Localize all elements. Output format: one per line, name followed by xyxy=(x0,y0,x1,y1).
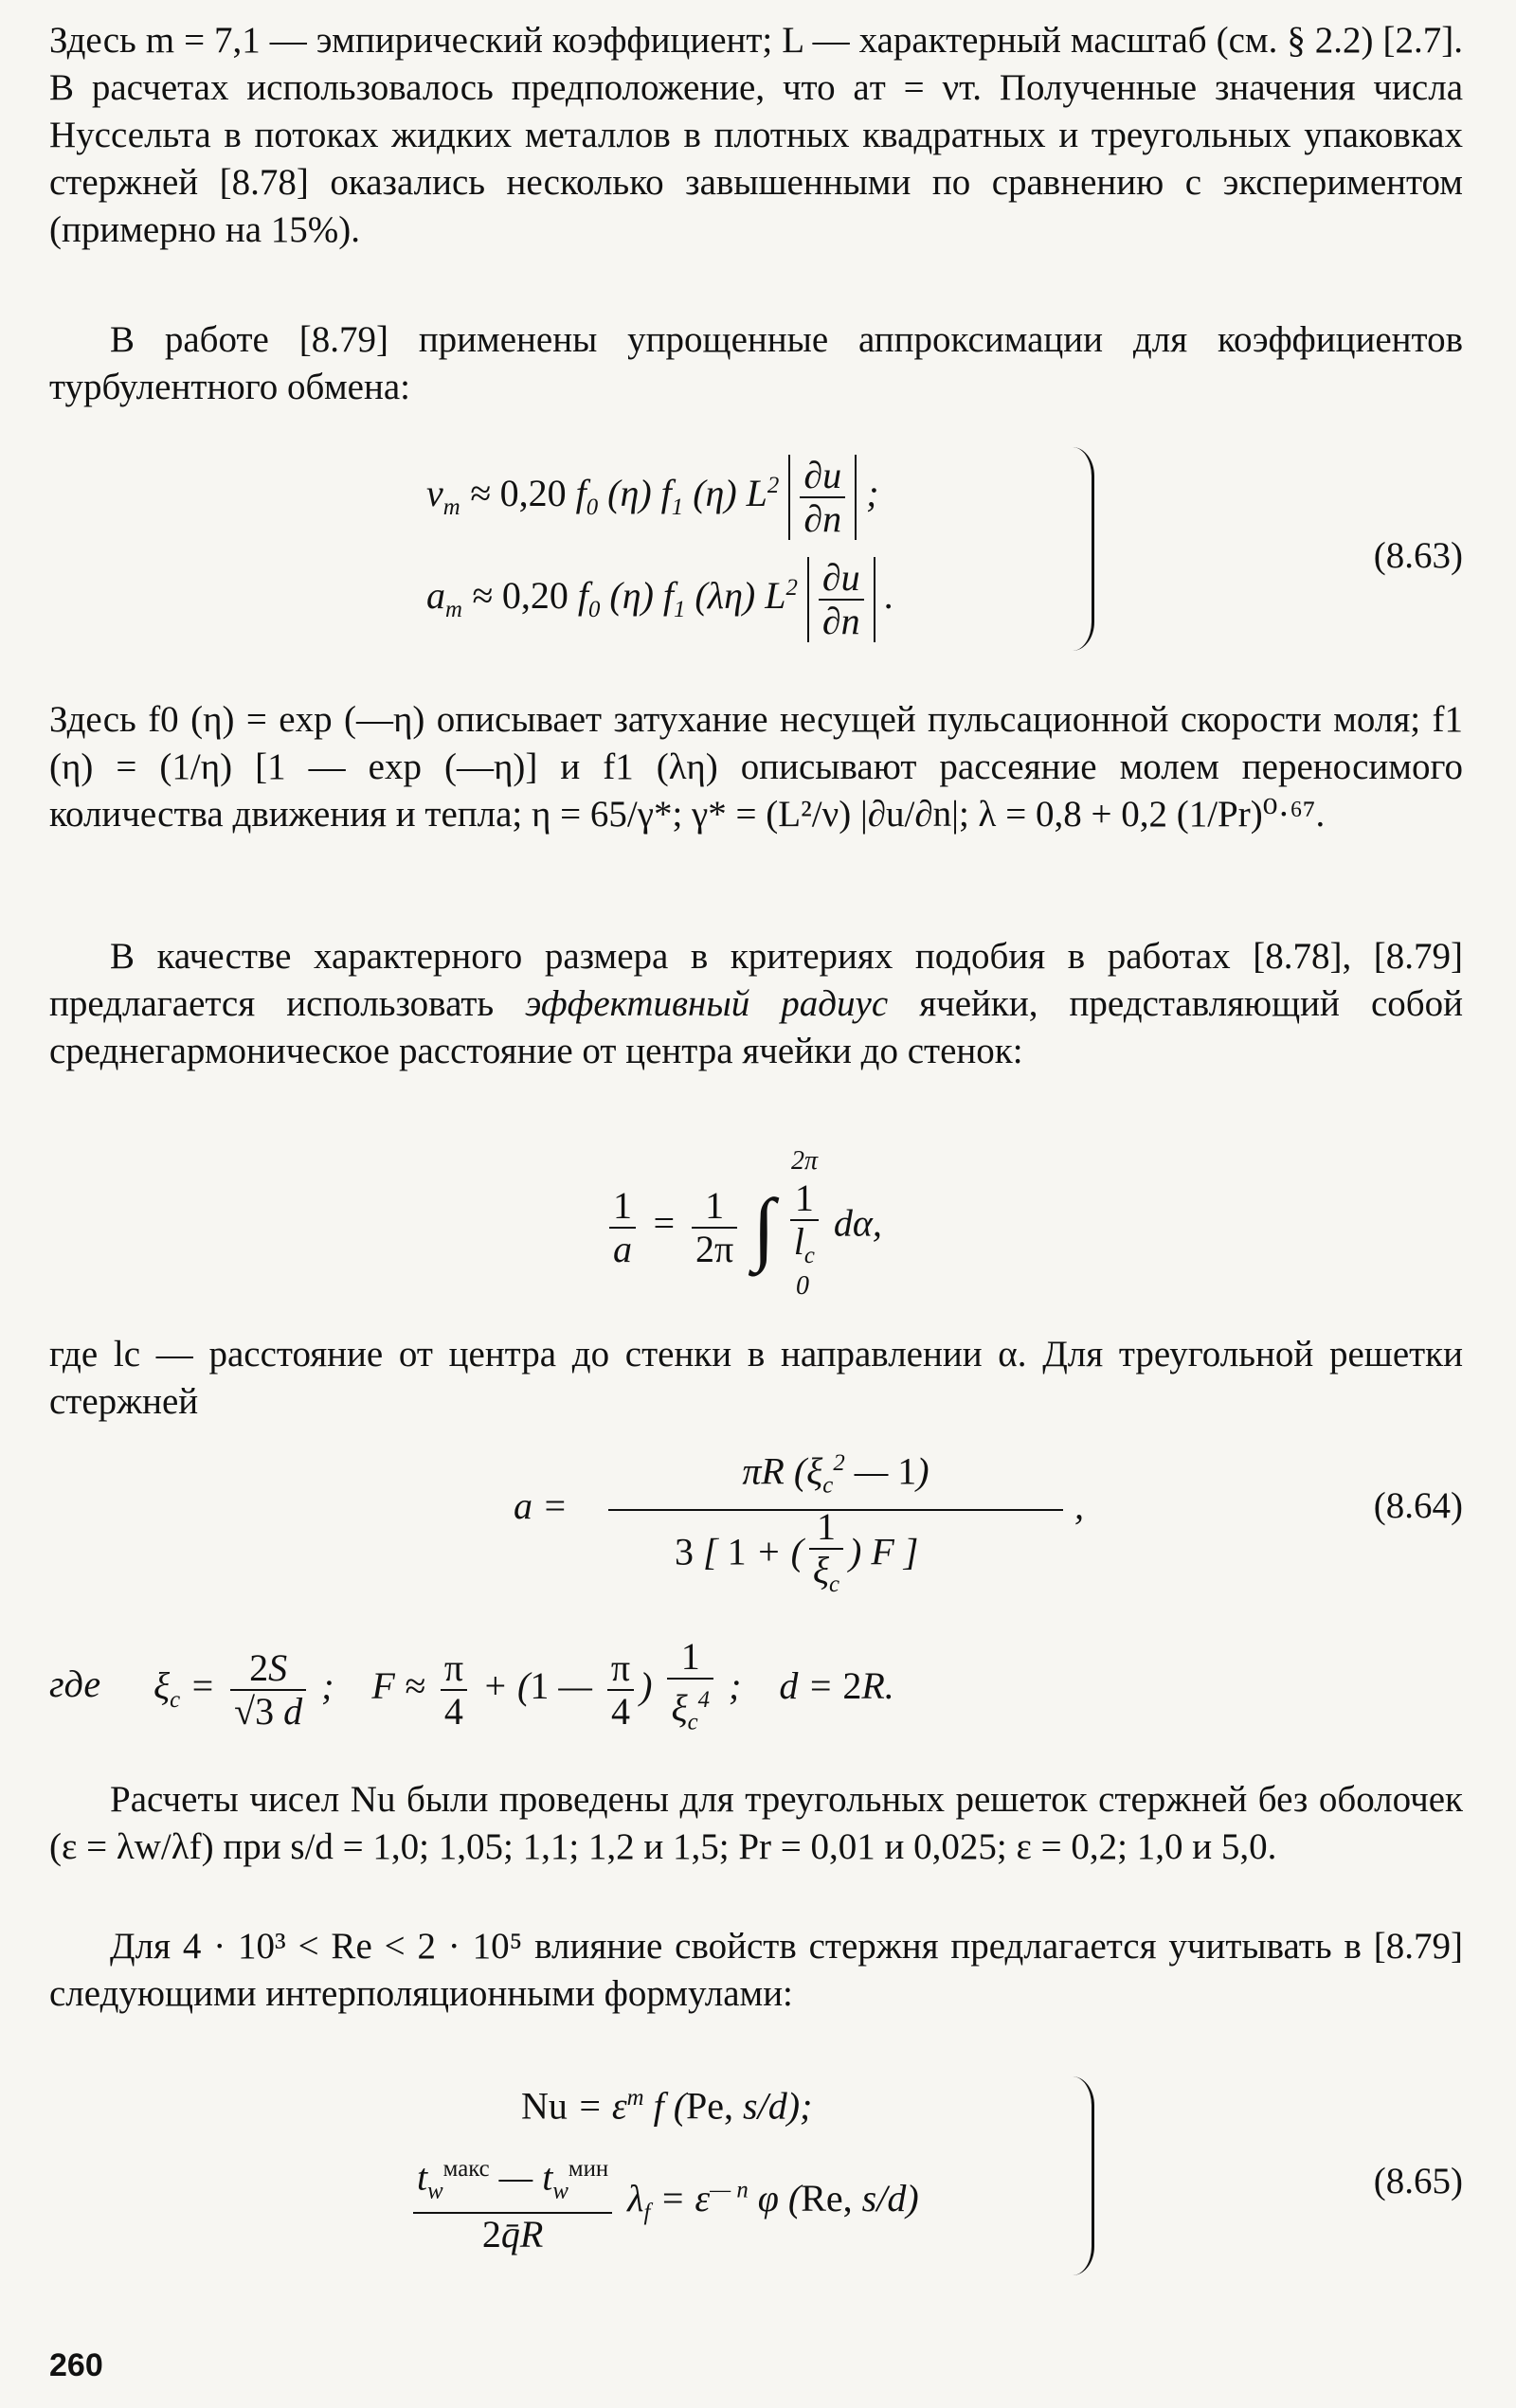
paragraph-1: Здесь m = 7,1 — эмпирический коэффициент; L — характерный масштаб (см. § 2.2) [2.7]. В расчетах использовалось предположение, что aт = νт. Полученные значения числа Нуссельта в потоках жидких металлов в плотных квадратных и треугольных упаковках стержней [8.78] оказались несколько завышенными по сравнению с экспериментом (примерно на 15%). xyxy=(49,20,1463,250)
equation-8-64-numerator: πR ($\xi_c^2$ — 1) xyxy=(608,1440,1063,1511)
equation-8-65 xyxy=(49,2075,1463,2292)
paragraph-7: Расчеты чисел Nu были проведены для треугольных решеток стержней без оболочек (ε = λw/λf) при s/d = 1,0; 1,05; 1,1; 1,2 и 1,5; Pr = 0,01 и 0,025; ε = 0,2; 1,0 и 5,0. xyxy=(49,1779,1463,1867)
equation-number: (8.63) xyxy=(1373,535,1463,576)
paragraph-2: В работе [8.79] применены упрощенные аппроксимации для коэффициентов турбулентного обмена: xyxy=(49,319,1463,407)
right-brace xyxy=(1073,2076,1094,2275)
definitions-formula: $\xi_c$ = $\frac{2S}{√3 d}$ ; F ≈ $\frac{\pi}{4}$ + (1 — $\frac{\pi}{4}$ ) $\frac{1}{\xi_c^4}$ ; d = 2R. xyxy=(153,1635,894,1735)
effective-radius-formula: $\frac{1}{a}$ = $\frac{1}{2\pi}$ ∫ $\frac{1}{l_c}$ dα, xyxy=(604,1177,882,1277)
paragraph-4-text-a: В качестве характерного размера в критериях подобия в работах [8.78], [8.79] предлагается использовать xyxy=(49,936,1463,1024)
equation-number: (8.64) xyxy=(1373,1485,1463,1526)
equation-8-65-line-1: $Nu = \varepsilon^m$ f (Pe, s/d); xyxy=(521,2084,813,2128)
right-brace xyxy=(1073,447,1094,651)
definitions-prefix: где xyxy=(49,1662,101,1705)
equation-8-64-lhs: a = xyxy=(514,1484,568,1527)
definitions-line xyxy=(49,1634,1463,1748)
paragraph-8: Для 4 · 10³ < Re < 2 · 10⁵ влияние свойств стержня предлагается учитывать в [8.79] следующими интерполяционными формулами: xyxy=(49,1926,1463,2014)
equation-8-64 xyxy=(49,1440,1463,1601)
page-number: 260 xyxy=(49,2347,103,2383)
equation-8-63-line-1: $\nu_т \approx 0,20$ $f_0$ (η) $f_1$ (η) $L^2$ $\frac{\partial u}{\partial n}$ ; xyxy=(426,454,879,540)
equation-8-65-line-2: $\frac{t_w^{макс} — t_w^{мин}}{2q̄R}$ $\lambda_f = \varepsilon^{— n}$ φ (Re, s/d) xyxy=(407,2148,919,2255)
equation-number: (8.65) xyxy=(1373,2161,1463,2201)
equation-8-63-line-2: $a_т \approx 0,20$ $f_0$ (η) $f_1$ (λη) $L^2$ $\frac{\partial u}{\partial n}$ . xyxy=(426,556,894,642)
integral-lower-limit: 0 xyxy=(796,1271,809,1301)
equation-8-64-comma: , xyxy=(1074,1484,1084,1527)
paragraph-4 xyxy=(49,933,1463,1075)
equation-8-63 xyxy=(49,445,1463,663)
paragraph-4-text-b: ячейки, представляющий собой среднегармоническое расстояние от центра ячейки до стенок: xyxy=(49,983,1463,1071)
integral-upper-limit: 2π xyxy=(791,1146,819,1176)
paragraph-3: Здесь f0 (η) = exp (—η) описывает затухание несущей пульсационной скорости моля; f1 (η) = (1/η) [1 — exp (—η)] и f1 (λη) описывают рассеяние молем переносимого количества движения и тепла; η = 65/γ*; γ* = (L²/ν) |∂u/∂n|; λ = 0,8 + 0,2 (1/Pr)⁰·⁶⁷. xyxy=(49,699,1463,835)
paragraph-4-emphasis: эффективный радиус xyxy=(525,983,889,1024)
paragraph-5: где lc — расстояние от центра до стенки в направлении α. Для треугольной решетки стержней xyxy=(49,1334,1463,1422)
equation-effective-radius xyxy=(49,1141,1463,1312)
equation-8-64-denominator: 3 [ 1 + ( $\frac{1}{\xi_c}$ ) F ] xyxy=(675,1505,919,1597)
